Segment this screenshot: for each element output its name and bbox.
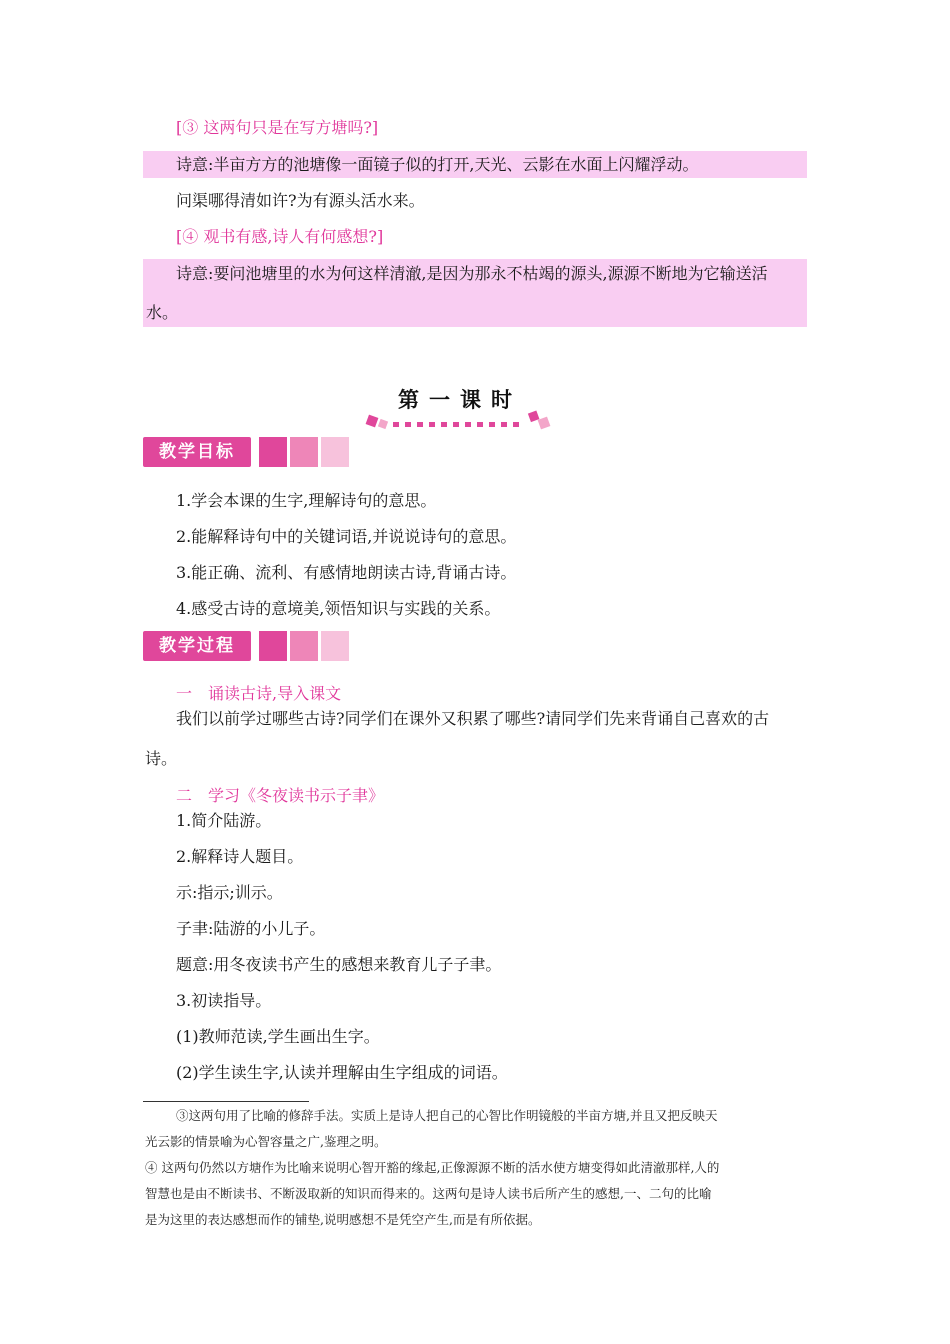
- square-icon: [259, 437, 287, 467]
- step-2-line: 3.初读指导。: [176, 991, 272, 1010]
- process-heading-label: 教学过程: [143, 631, 251, 661]
- square-icon: [290, 631, 318, 661]
- footnote-divider: [143, 1101, 309, 1102]
- footnote-line: ③这两句用了比喻的修辞手法。实质上是诗人把自己的心智比作明镜般的半亩方塘,并且又把反映天: [176, 1108, 718, 1123]
- footnote-line: ④ 这两句仍然以方塘作为比喻来说明心智开豁的缘起,正像源源不断的活水使方塘变得如此清澈那样,人的: [145, 1160, 720, 1175]
- goal-item: 4.感受古诗的意境美,领悟知识与实践的关系。: [176, 599, 501, 618]
- step-2-line: 示:指示;训示。: [176, 883, 283, 902]
- step-1-line-1: 我们以前学过哪些古诗?同学们在课外又积累了哪些?请同学们先来背诵自己喜欢的古: [176, 709, 770, 728]
- square-icon: [321, 437, 349, 467]
- lesson-title: 第一课时: [398, 388, 522, 412]
- process-heading: [143, 631, 353, 661]
- title-decoration-icon: [365, 382, 555, 438]
- step-2-line: (2)学生读生字,认读并理解由生字组成的词语。: [176, 1063, 508, 1082]
- goal-item: 1.学会本课的生字,理解诗句的意思。: [176, 491, 437, 510]
- step-2-line: 1.简介陆游。: [176, 811, 272, 830]
- meaning-1: 诗意:半亩方方的池塘像一面镜子似的打开,天光、云影在水面上闪耀浮动。: [176, 155, 699, 174]
- step-2-line: 子聿:陆游的小儿子。: [176, 919, 326, 938]
- goals-heading-label: 教学目标: [143, 437, 251, 467]
- step-2-line: 2.解释诗人题目。: [176, 847, 304, 866]
- square-icon: [321, 631, 349, 661]
- step-2-line: (1)教师范读,学生画出生字。: [176, 1027, 380, 1046]
- step-2-line: 题意:用冬夜读书产生的感想来教育儿子子聿。: [176, 955, 502, 974]
- step-2-title: 二 学习《冬夜读书示子聿》: [176, 786, 385, 805]
- question-3: [③ 这两句只是在写方塘吗?]: [176, 118, 379, 137]
- square-icon: [290, 437, 318, 467]
- meaning-2-line-2: 水。: [146, 303, 179, 322]
- step-1-line-2: 诗。: [145, 749, 178, 768]
- goal-item: 3.能正确、流利、有感情地朗读古诗,背诵古诗。: [176, 563, 517, 582]
- goals-heading: [143, 437, 353, 467]
- meaning-2-line-1: 诗意:要问池塘里的水为何这样清澈,是因为那永不枯竭的源头,源源不断地为它输送活: [176, 264, 768, 283]
- verse-line-2: 问渠哪得清如许?为有源头活水来。: [176, 191, 425, 210]
- goal-item: 2.能解释诗句中的关键词语,并说说诗句的意思。: [176, 527, 517, 546]
- meaning-band-1: [143, 151, 807, 178]
- footnote-line: 智慧也是由不断读书、不断汲取新的知识而得来的。这两句是诗人读书后所产生的感想,一、二句的比喻: [145, 1186, 712, 1201]
- footnote-line: 光云影的情景喻为心智容量之广,鉴理之明。: [145, 1134, 387, 1149]
- meaning-band-2: [143, 259, 807, 327]
- footnote-line: 是为这里的表达感想而作的铺垫,说明感想不是凭空产生,而是有所依据。: [145, 1212, 541, 1227]
- question-4: [④ 观书有感,诗人有何感想?]: [176, 227, 384, 246]
- lesson-title-block: [365, 382, 555, 438]
- step-1-title: 一 诵读古诗,导入课文: [176, 684, 342, 703]
- square-icon: [259, 631, 287, 661]
